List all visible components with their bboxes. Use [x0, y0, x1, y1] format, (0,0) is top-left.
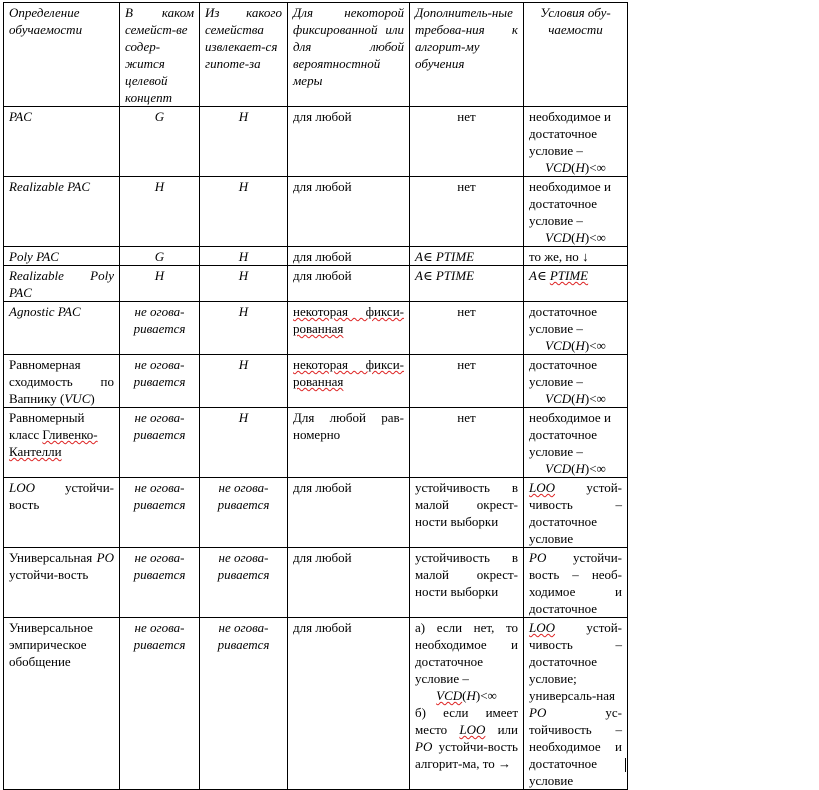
cell-target: H [120, 266, 200, 302]
cell-condition: LOO устой-чивость – достаточное условие [524, 478, 628, 548]
cell-target: G [120, 247, 200, 266]
cell-target: H [120, 177, 200, 247]
table-row [4, 478, 628, 548]
table-row [4, 177, 628, 247]
cell-measure: для любой [288, 618, 410, 790]
cell-hypothesis: не огова-ривается [200, 478, 288, 548]
cell-condition: A∈ PTIME [524, 266, 628, 302]
cell-extra: нет [410, 408, 524, 478]
table-row [4, 107, 628, 177]
cell-extra: нет [410, 355, 524, 408]
cell-definition: Равномерный класс Гливенко-Кантелли [4, 408, 120, 478]
cell-definition: Универсальное эмпирическое обобщение [4, 618, 120, 790]
cell-condition: необходимое и достаточное условие – VCD(H)<∞ [524, 177, 628, 247]
cell-condition: PO устойчи-вость – необ-ходимое и достаточное [524, 548, 628, 618]
cell-hypothesis: H [200, 107, 288, 177]
cell-definition: Равномерная сходимость по Вапнику (VUC) [4, 355, 120, 408]
table-row [4, 266, 628, 302]
cell-target: не огова-ривается [120, 548, 200, 618]
cell-definition: PAC [4, 107, 120, 177]
table-row [4, 355, 628, 408]
cell-measure: для любой [288, 478, 410, 548]
header-target-family: В каком семейст-ве содер-жится целевой концепт [120, 3, 200, 107]
header-conditions: Условия обу-чаемости [524, 3, 628, 107]
cell-target: не огова-ривается [120, 478, 200, 548]
cell-hypothesis: H [200, 247, 288, 266]
cell-extra: нет [410, 302, 524, 355]
learnability-table [3, 2, 628, 790]
cell-condition: достаточное условие – VCD(H)<∞ [524, 302, 628, 355]
cell-definition: Realizable Poly PAC [4, 266, 120, 302]
cell-measure: некоторая фикси-рованная [288, 355, 410, 408]
cell-measure: для любой [288, 107, 410, 177]
cell-condition: LOO устой-чивость – достаточное условие; универсаль-ная PO ус-тойчивость – необходимое и достаточное условие [524, 618, 628, 790]
cell-target: не огова-ривается [120, 355, 200, 408]
cell-hypothesis: H [200, 266, 288, 302]
cell-extra: устойчивость в малой окрест-ности выборки [410, 478, 524, 548]
cell-condition: необходимое и достаточное условие – VCD(H)<∞ [524, 408, 628, 478]
table-row [4, 302, 628, 355]
cell-measure: для любой [288, 177, 410, 247]
table-row [4, 548, 628, 618]
cell-extra: нет [410, 177, 524, 247]
cell-target: не огова-ривается [120, 302, 200, 355]
cell-definition: Realizable PAC [4, 177, 120, 247]
cell-measure: некоторая фикси-рованная [288, 302, 410, 355]
cell-measure: для любой [288, 247, 410, 266]
cell-definition: Poly PAC [4, 247, 120, 266]
cell-definition: LOO устойчи-вость [4, 478, 120, 548]
cell-hypothesis: H [200, 408, 288, 478]
cell-definition: Универсальная PO устойчи-вость [4, 548, 120, 618]
cell-condition: то же, но ↓ [524, 247, 628, 266]
cell-condition: достаточное условие – VCD(H)<∞ [524, 355, 628, 408]
cell-extra: A∈ PTIME [410, 266, 524, 302]
cell-hypothesis: H [200, 177, 288, 247]
page-edge-mark [625, 758, 626, 772]
cell-target: G [120, 107, 200, 177]
header-extra-requirements: Дополнитель-ные требова-ния к алгорит-му обучения [410, 3, 524, 107]
cell-measure: для любой [288, 548, 410, 618]
cell-hypothesis: H [200, 355, 288, 408]
cell-extra: нет [410, 107, 524, 177]
cell-measure: Для любой рав-номерно [288, 408, 410, 478]
cell-hypothesis: не огова-ривается [200, 618, 288, 790]
table-row [4, 408, 628, 478]
header-definition: Определение обучаемости [4, 3, 120, 107]
cell-target: не огова-ривается [120, 618, 200, 790]
cell-hypothesis: не огова-ривается [200, 548, 288, 618]
cell-definition: Agnostic PAC [4, 302, 120, 355]
cell-measure: для любой [288, 266, 410, 302]
cell-extra: устойчивость в малой окрест-ности выборки [410, 548, 524, 618]
cell-extra: а) если нет, то необходимое и достаточное условие – VCD(H)<∞ б) если имеет место LOO или PO устойчи-вость алгорит-ма, то → [410, 618, 524, 790]
header-row [4, 3, 628, 107]
cell-hypothesis: H [200, 302, 288, 355]
cell-target: не огова-ривается [120, 408, 200, 478]
table-row [4, 247, 628, 266]
cell-condition: необходимое и достаточное условие – VCD(H)<∞ [524, 107, 628, 177]
table-row [4, 618, 628, 790]
cell-extra: A∈ PTIME [410, 247, 524, 266]
header-hypothesis-family: Из какого семейства извлекает-ся гипоте-за [200, 3, 288, 107]
header-measure: Для некоторой фиксированной или для любой вероятностной меры [288, 3, 410, 107]
